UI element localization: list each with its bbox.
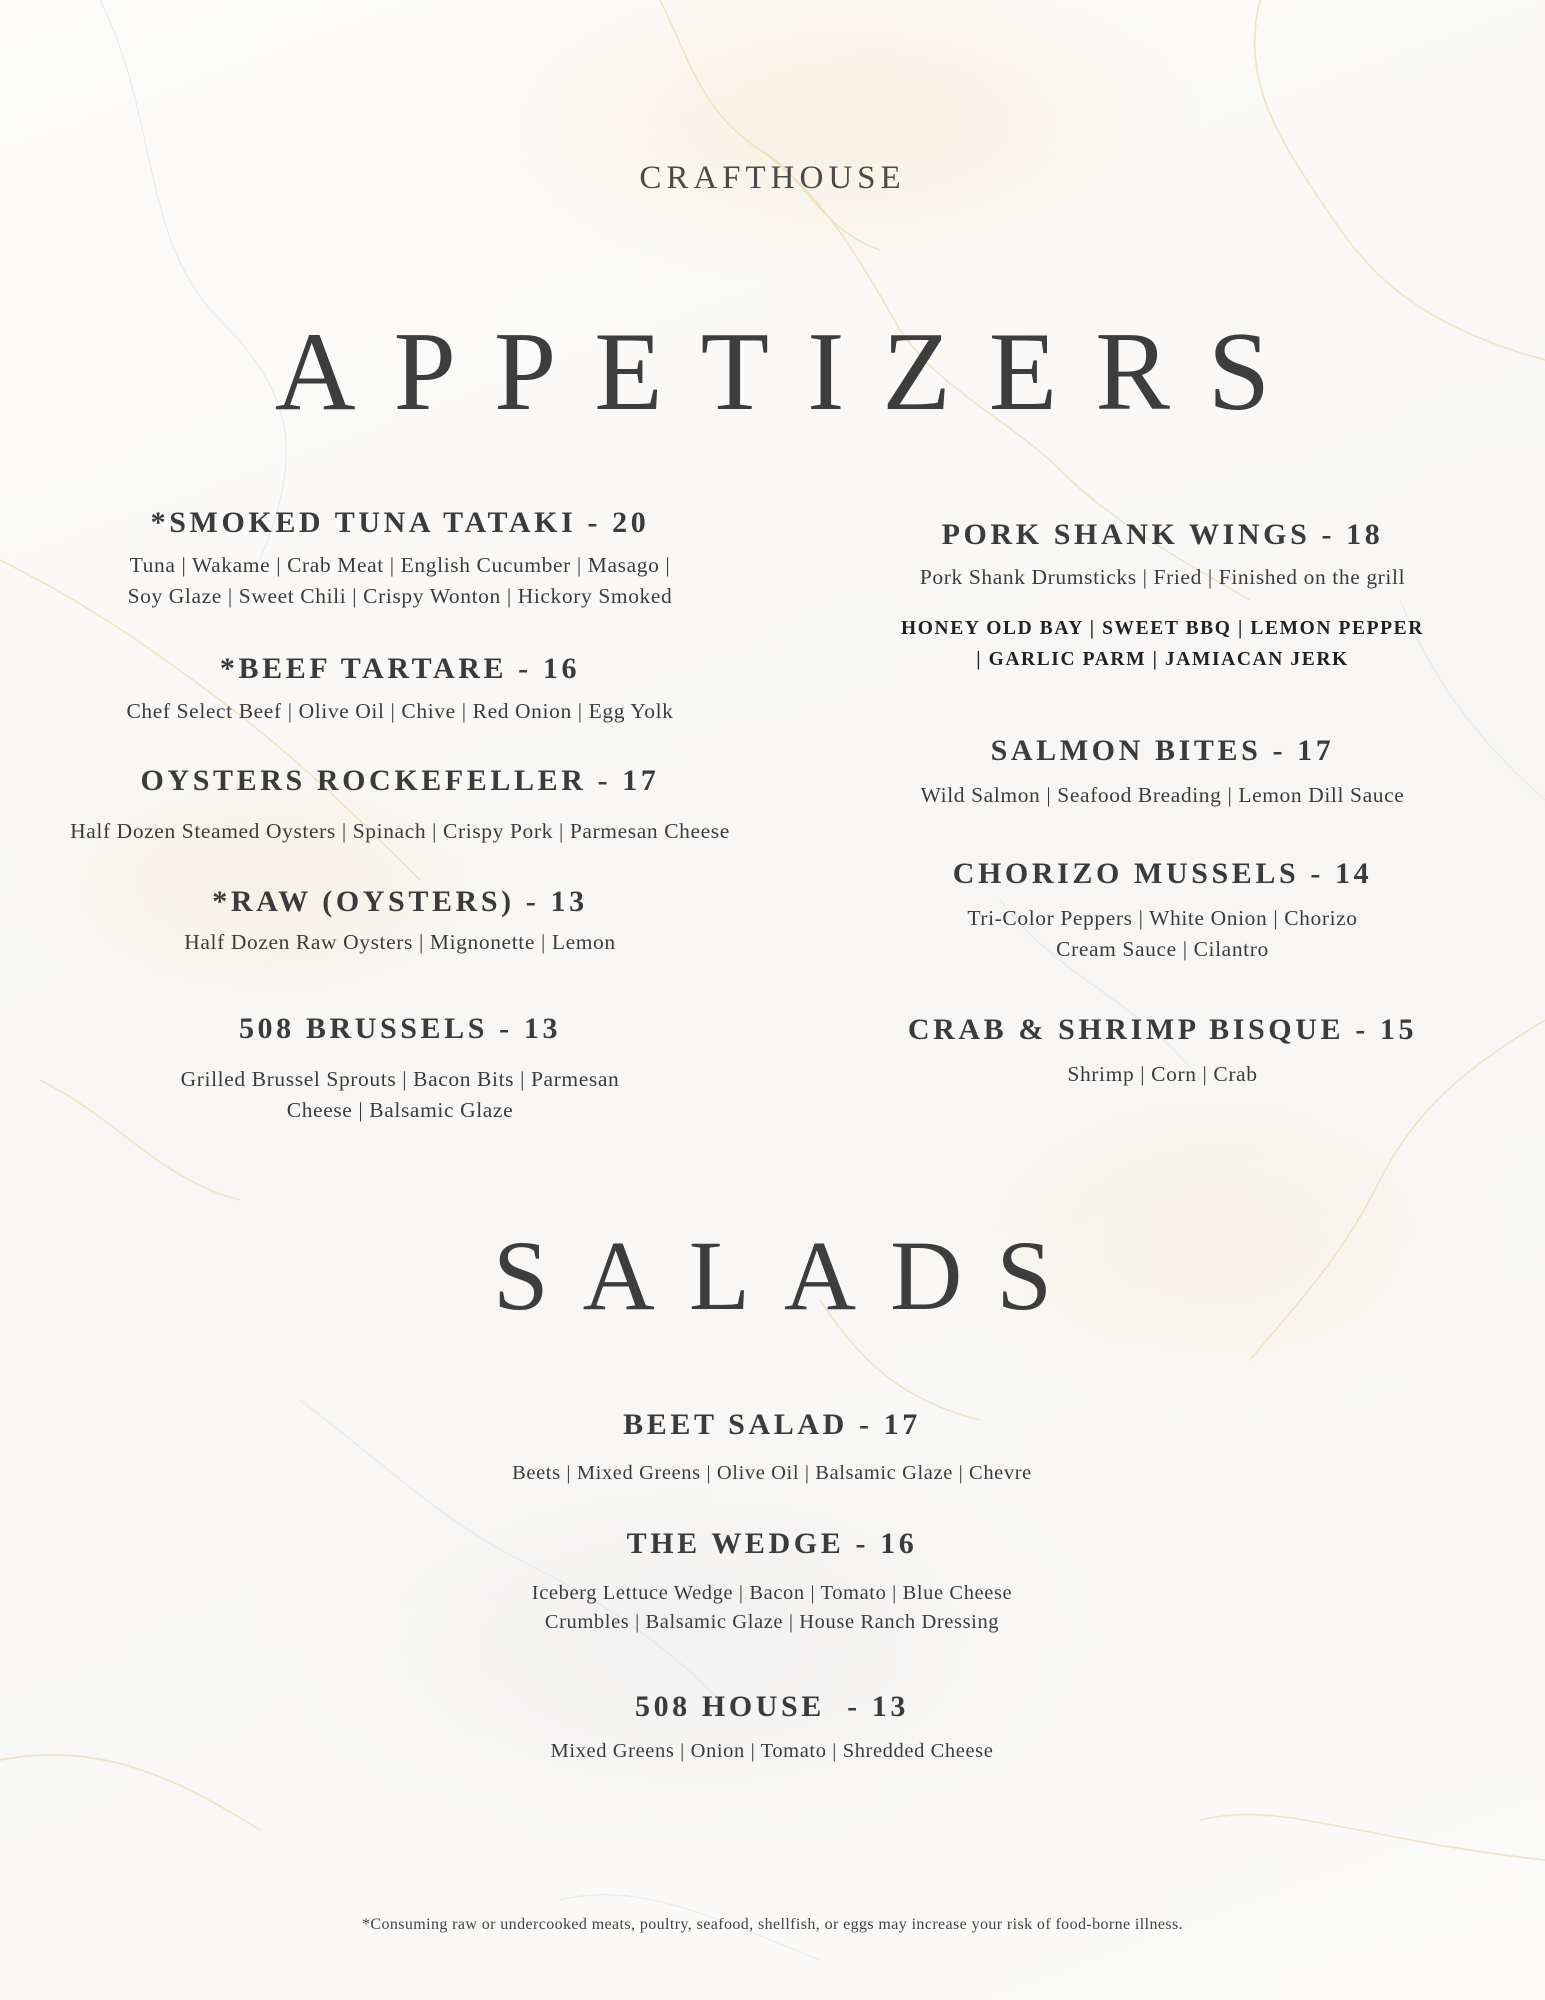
desc-line: Cream Sauce | Cilantro — [1056, 937, 1269, 961]
menu-item-the-wedge — [372, 1527, 1172, 1637]
item-desc — [870, 780, 1455, 811]
menu-item-raw-oysters — [20, 885, 780, 958]
item-desc — [870, 562, 1455, 593]
item-desc — [20, 927, 780, 958]
desc-line: Crumbles | Balsamic Glaze | House Ranch Dressing — [544, 1611, 1000, 1633]
desc-line: Soy Glaze | Sweet Chili | Crispy Wonton | Hickory Smoked — [127, 584, 673, 608]
desc-line: Cheese | Balsamic Glaze — [286, 1098, 514, 1122]
item-title: THE WEDGE - 16 — [626, 1527, 918, 1560]
item-desc — [372, 1736, 1172, 1767]
item-title: *BEEF TARTARE - 16 — [219, 652, 581, 685]
item-title: 508 HOUSE - 13 — [634, 1690, 910, 1723]
flavor-line: | GARLIC PARM | JAMIACAN JERK — [976, 649, 1349, 670]
menu-item-chorizo-mussels — [870, 857, 1455, 965]
salads-heading: SALADS — [493, 1220, 1086, 1331]
item-desc — [870, 903, 1455, 965]
menu-item-pork-shank-wings — [870, 518, 1455, 675]
item-title: *SMOKED TUNA TATAKI - 20 — [150, 506, 650, 539]
desc-line: Tri-Color Peppers | White Onion | Chorizo — [967, 906, 1358, 930]
item-title: *RAW (OYSTERS) - 13 — [212, 885, 588, 918]
menu-item-smoked-tuna-tataki — [20, 506, 780, 612]
item-desc — [372, 1458, 1172, 1489]
item-title: CHORIZO MUSSELS - 14 — [952, 857, 1373, 890]
item-desc — [20, 1064, 780, 1126]
item-title: CRAB & SHRIMP BISQUE - 15 — [907, 1013, 1418, 1046]
desc-line: Beets | Mixed Greens | Olive Oil | Balsamic Glaze | Chevre — [512, 1462, 1032, 1484]
desc-line: Shrimp | Corn | Crab — [1067, 1062, 1258, 1086]
desc-line: Grilled Brussel Sprouts | Bacon Bits | Parmesan — [180, 1067, 620, 1091]
flavor-options — [870, 613, 1455, 675]
item-title: SALMON BITES - 17 — [990, 734, 1335, 767]
item-title: PORK SHANK WINGS - 18 — [941, 518, 1384, 551]
flavor-line: HONEY OLD BAY | SWEET BBQ | LEMON PEPPER — [901, 618, 1424, 639]
item-desc — [870, 1059, 1455, 1090]
desc-line: Wild Salmon | Seafood Breading | Lemon Dill Sauce — [920, 783, 1405, 807]
menu-item-beet-salad — [372, 1408, 1172, 1489]
item-title: BEET SALAD - 17 — [623, 1408, 921, 1441]
appetizers-heading: APPETIZERS — [274, 310, 1309, 434]
desc-line: Half Dozen Steamed Oysters | Spinach | Crispy Pork | Parmesan Cheese — [70, 819, 730, 843]
desc-line: Tuna | Wakame | Crab Meat | English Cucumber | Masago | — [129, 553, 671, 577]
menu-item-beef-tartare — [20, 652, 780, 727]
brand-name: CRAFTHOUSE — [639, 160, 906, 196]
item-desc — [20, 550, 780, 612]
item-title: 508 BRUSSELS - 13 — [238, 1012, 562, 1045]
menu-item-508-brussels — [20, 1012, 780, 1126]
desc-line: Iceberg Lettuce Wedge | Bacon | Tomato | Blue Cheese — [531, 1582, 1013, 1604]
item-desc — [372, 1579, 1172, 1637]
menu-item-crab-shrimp-bisque — [870, 1013, 1455, 1090]
menu-item-oysters-rockefeller — [20, 764, 780, 847]
item-desc — [20, 816, 780, 847]
desc-line: Mixed Greens | Onion | Tomato | Shredded Cheese — [550, 1740, 994, 1762]
menu-item-salmon-bites — [870, 734, 1455, 811]
desc-line: Chef Select Beef | Olive Oil | Chive | Red Onion | Egg Yolk — [126, 699, 674, 723]
food-safety-disclaimer: *Consuming raw or undercooked meats, poultry, seafood, shellfish, or eggs may increase your risk of food-borne illness. — [361, 1916, 1184, 1933]
item-title: OYSTERS ROCKEFELLER - 17 — [140, 764, 660, 797]
desc-line: Half Dozen Raw Oysters | Mignonette | Lemon — [184, 930, 616, 954]
desc-line: Pork Shank Drumsticks | Fried | Finished on the grill — [919, 565, 1406, 589]
menu-item-508-house — [372, 1690, 1172, 1767]
item-desc — [20, 696, 780, 727]
